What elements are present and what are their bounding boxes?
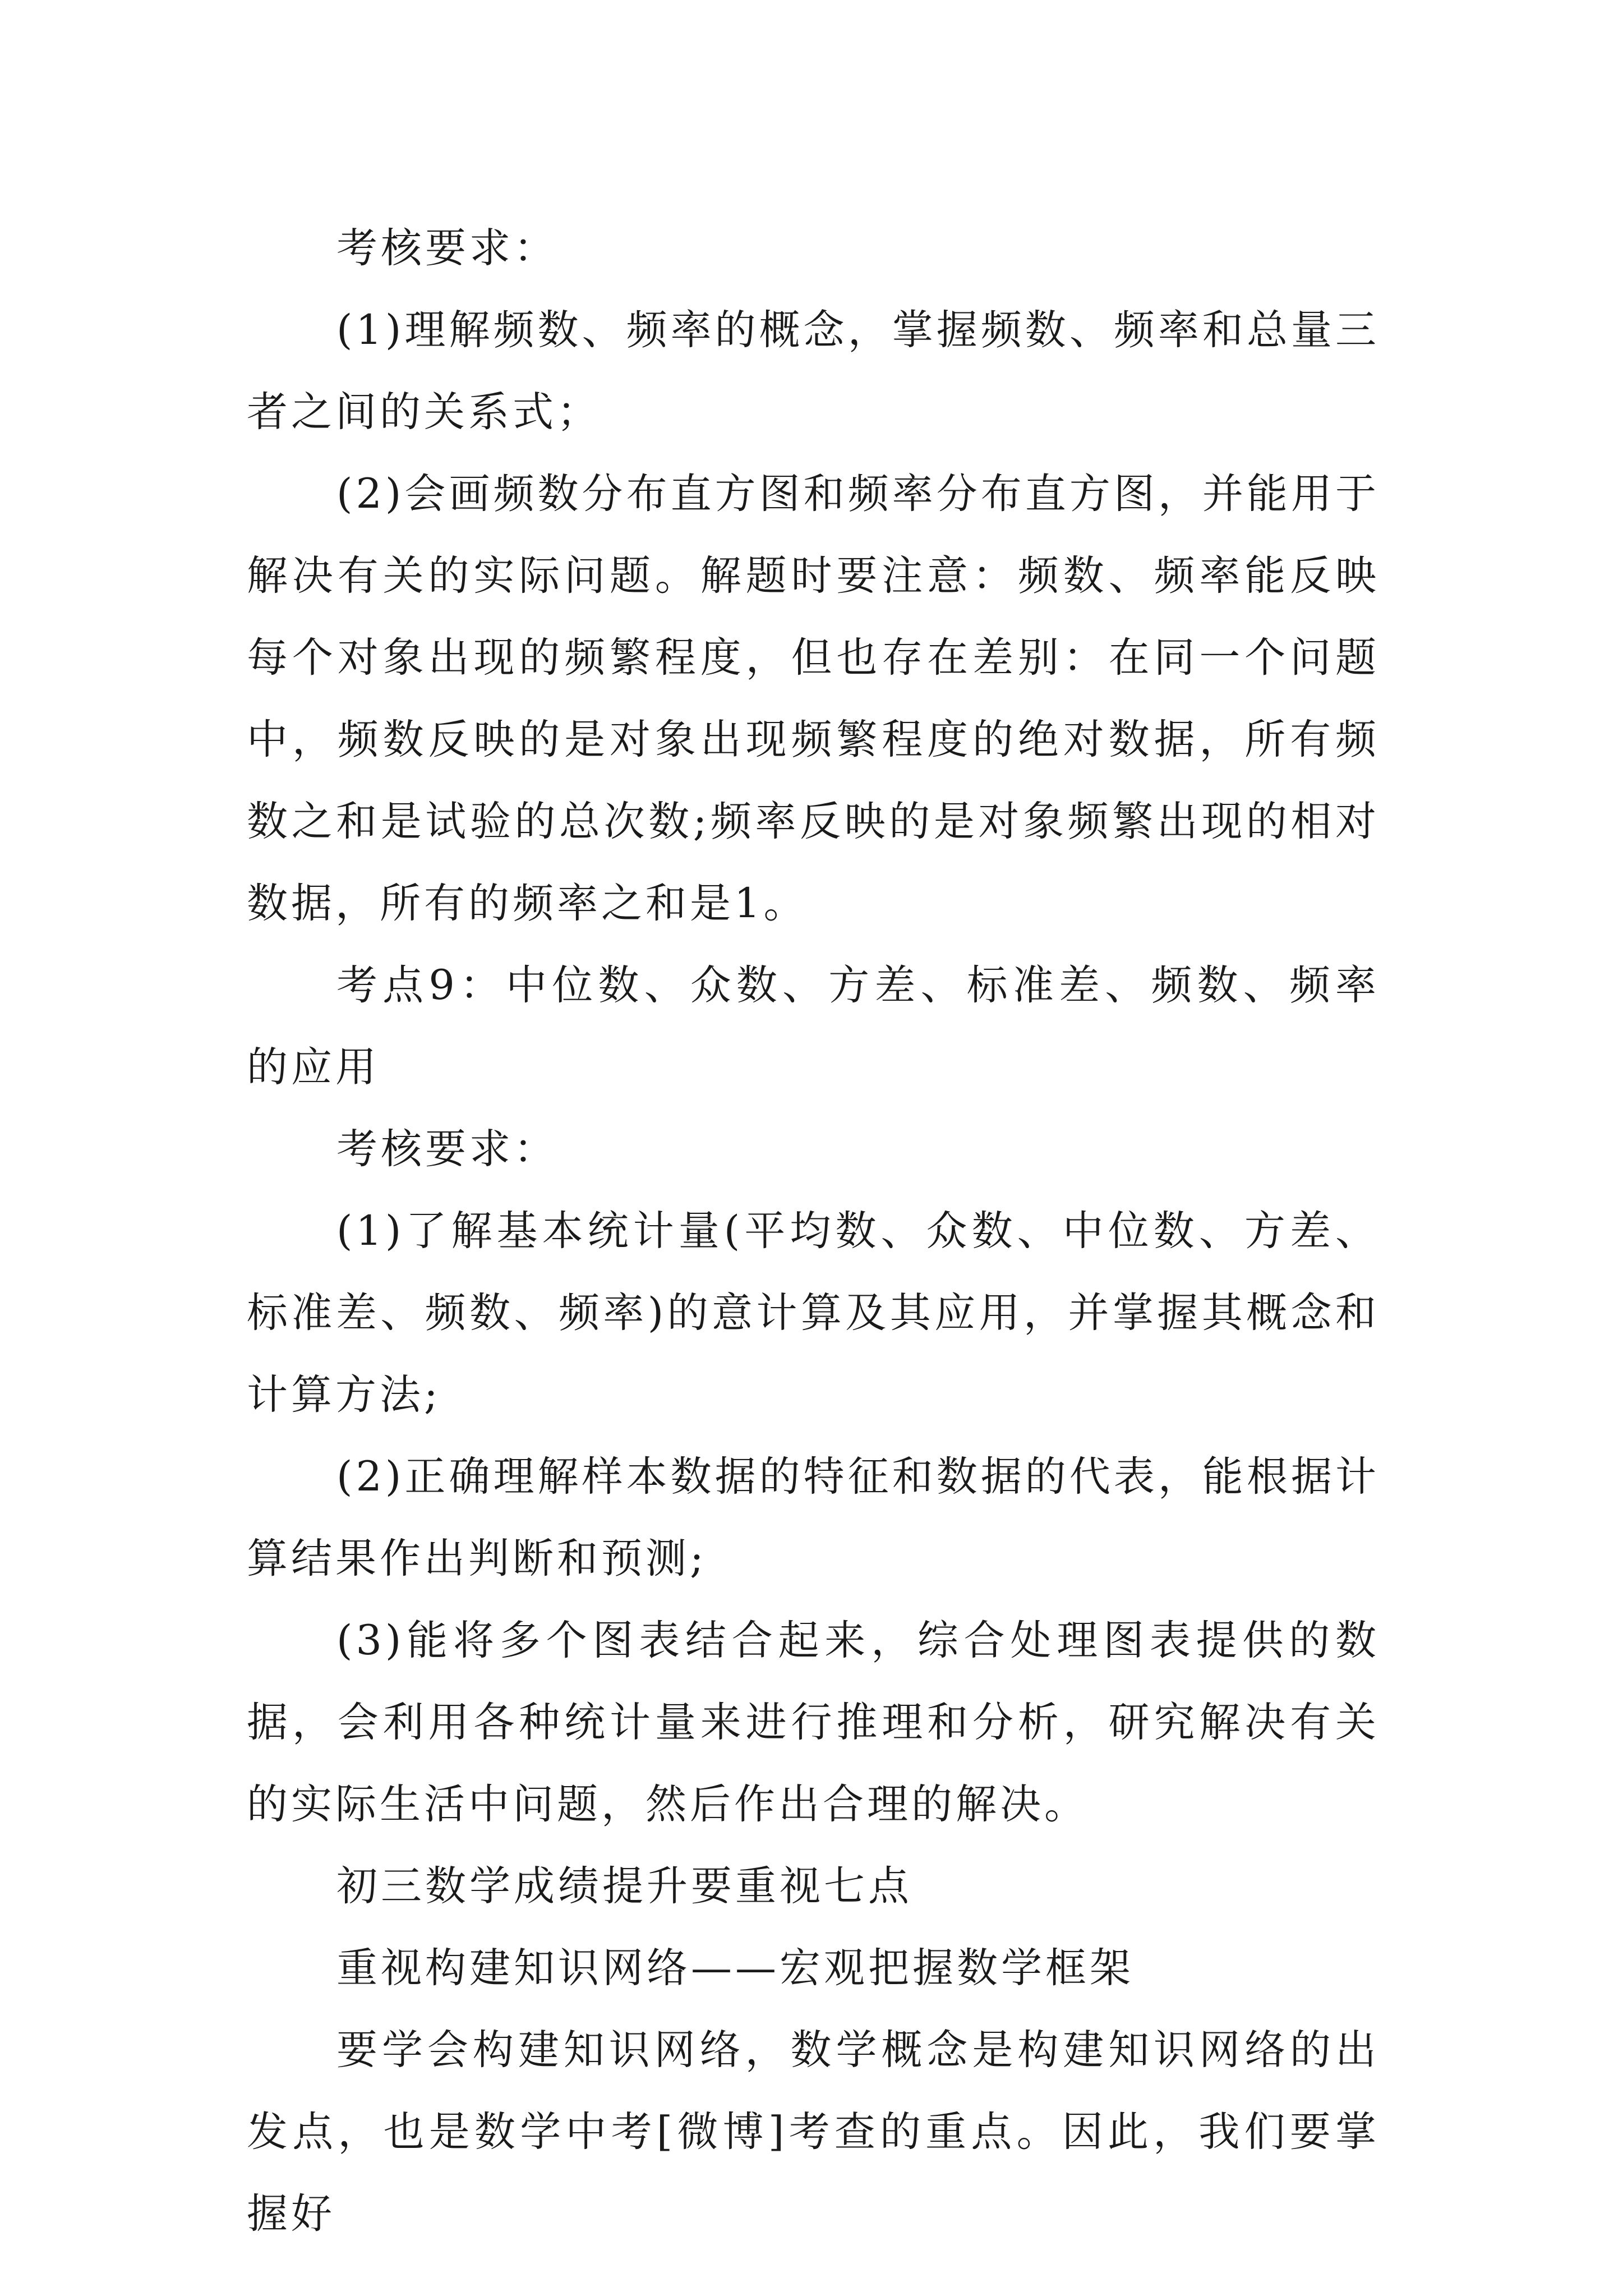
paragraph-requirement-2-1: (1)了解基本统计量(平均数、众数、中位数、方差、标准差、频数、频率)的意计算及其应用，并掌握其概念和计算方法; [247, 1207, 1380, 1419]
paragraph-requirement-1-2: (2)会画频数分布直方图和频率分布直方图，并能用于解决有关的实际问题。解题时要注意：频数、频率能反映每个对象出现的频繁程度，但也存在差别：在同一个问题中，频数反映的是对象出现频繁程度的绝对数据，所有频数之和是试验的总次数;频率反映的是对象频繁出现的相对数据，所有的频率之和是1。 [247, 470, 1380, 927]
paragraph-exam-point-9: 考点9：中位数、众数、方差、标准差、频数、频率的应用 [247, 961, 1380, 1091]
paragraph-assessment-requirements-1: 考核要求： [336, 224, 558, 272]
subheading-knowledge-network: 重视构建知识网络——宏观把握数学框架 [336, 1944, 1134, 1992]
paragraph-requirement-2-3: (3)能将多个图表结合起来，综合处理图表提供的数据，会利用各种统计量来进行推理和分析，研究解决有关的实际生活中问题，然后作出合理的解决。 [247, 1617, 1380, 1828]
document-body [247, 208, 1380, 2255]
section-heading-seven-points: 初三数学成绩提升要重视七点 [336, 1862, 912, 1910]
paragraph-assessment-requirements-2: 考核要求： [336, 1125, 558, 1173]
paragraph-requirement-1-1: (1)理解频数、频率的概念，掌握频数、频率和总量三者之间的关系式； [247, 306, 1380, 436]
paragraph-requirement-2-2: (2)正确理解样本数据的特征和数据的代表，能根据计算结果作出判断和预测; [247, 1453, 1380, 1582]
paragraph-knowledge-network-body: 要学会构建知识网络，数学概念是构建知识网络的出发点，也是数学中考[微博]考查的重点。因此，我们要掌握好 [247, 2026, 1380, 2238]
